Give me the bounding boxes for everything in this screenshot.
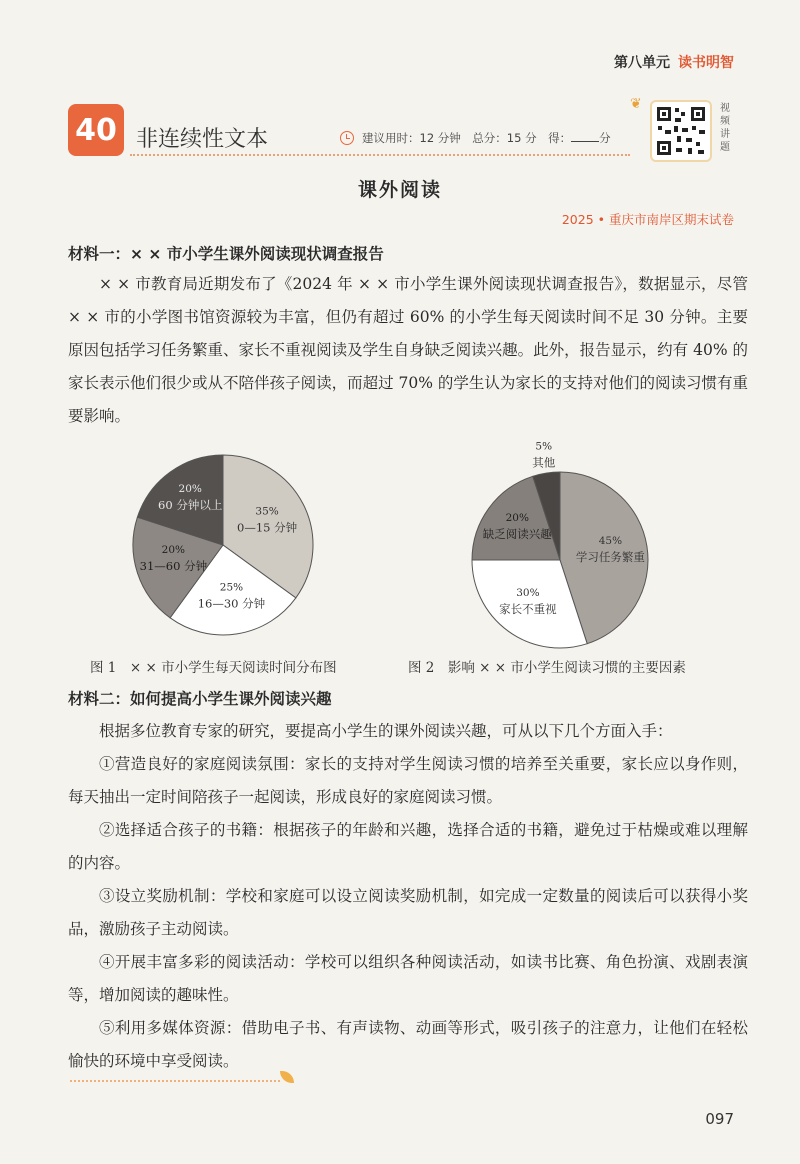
- pie-percent-label: 20%: [505, 511, 529, 524]
- chart1-caption: 图 1 × × 市小学生每天阅读时间分布图: [90, 660, 337, 676]
- chart2-caption: 图 2 影响 × × 市小学生阅读习惯的主要因素: [408, 660, 686, 676]
- total-score: 总分：15 分: [472, 131, 537, 145]
- lesson-number-badge: 40: [68, 104, 124, 156]
- pie-percent-label: 5%: [535, 440, 553, 453]
- pie-percent-label: 35%: [255, 505, 279, 518]
- lesson-meta: [340, 130, 611, 146]
- pie-category-label: 16—30 分钟: [197, 596, 266, 611]
- unit-title: 读书明智: [678, 55, 734, 71]
- pie-category-label: 31—60 分钟: [139, 559, 208, 574]
- pie-category-label: 60 分钟以上: [158, 497, 223, 512]
- source-label: 2025 • 重庆市南岸区期末试卷: [561, 212, 734, 227]
- header-divider: [130, 154, 630, 156]
- pie-category-label: 其他: [532, 455, 556, 470]
- material2-body: [68, 715, 748, 1078]
- pie-category-label: 缺乏阅读兴趣: [482, 526, 552, 541]
- footer-divider: [70, 1080, 280, 1082]
- pie-charts: [0, 425, 800, 655]
- qr-video-label: 视频讲题: [720, 103, 730, 153]
- unit-header: [614, 52, 734, 72]
- score-blank[interactable]: [571, 141, 599, 142]
- material2-heading: 材料二：如何提高小学生课外阅读兴趣: [68, 690, 332, 708]
- qr-code-icon[interactable]: [650, 100, 712, 162]
- page-number: 097: [705, 1110, 734, 1128]
- pie-percent-label: 30%: [516, 587, 540, 600]
- pie-category-label: 0—15 分钟: [237, 520, 298, 535]
- pie-percent-label: 25%: [219, 581, 244, 594]
- material1-heading: 材料一：× × 市小学生课外阅读现状调查报告: [68, 245, 384, 263]
- material2-item: ③设立奖励机制：学校和家庭可以设立阅读奖励机制，如完成一定数量的阅读后可以获得小奖品，激励孩子主动阅读。: [68, 887, 748, 938]
- pie-percent-label: 45%: [598, 535, 623, 548]
- material2-item: ⑤利用多媒体资源：借助电子书、有声读物、动画等形式，吸引孩子的注意力，让他们在轻松愉快的环境中享受阅读。: [68, 1019, 748, 1070]
- material2-intro: 根据多位教育专家的研究，要提高小学生的课外阅读兴趣，可从以下几个方面入手：: [99, 722, 673, 740]
- score-got-label: 得：: [548, 131, 572, 145]
- sprout-icon: ❦: [630, 96, 642, 112]
- pie-percent-label: 20%: [161, 544, 186, 557]
- material2-item: ①营造良好的家庭阅读氛围：家长的支持对学生阅读习惯的培养至关重要，家长应以身作则，每天抽出一定时间陪孩子一起阅读，形成良好的家庭阅读习惯。: [68, 755, 748, 806]
- material2-item: ④开展丰富多彩的阅读活动：学校可以组织各种阅读活动，如读书比赛、角色扮演、戏剧表演等，增加阅读的趣味性。: [68, 953, 748, 1004]
- unit-label: 第八单元: [614, 55, 670, 71]
- material2-item: ②选择适合孩子的书籍：根据孩子的年龄和兴趣，选择合适的书籍，避免过于枯燥或难以理解的内容。: [68, 821, 748, 872]
- material1-paragraph: × × 市教育局近期发布了《2024 年 × × 市小学生课外阅读现状调查报告》，数据显示，尽管 × × 市的小学图书馆资源较为丰富，但仍有超过 60% 的小学生每天阅读时间不足 30 分钟。主要原因包括学习任务繁重、家长不重视阅读及学生自身缺乏阅读兴趣。此外，报告显示，约有 40% 的家长表示他们很少或从不陪伴孩子阅读，而超过 70% 的学生认为家长的支持对他们的阅读习惯有重要影响。: [68, 275, 748, 425]
- suggested-time: 建议用时：12 分钟: [362, 131, 461, 145]
- pie-category-label: 家长不重视: [499, 602, 557, 617]
- score-unit: 分: [599, 131, 611, 145]
- page-title: 课外阅读: [357, 179, 442, 201]
- clock-icon: [340, 131, 354, 145]
- pie-category-label: 学习任务繁重: [575, 550, 645, 565]
- pie-percent-label: 20%: [178, 482, 202, 495]
- lesson-title: 非连续性文本: [136, 127, 269, 152]
